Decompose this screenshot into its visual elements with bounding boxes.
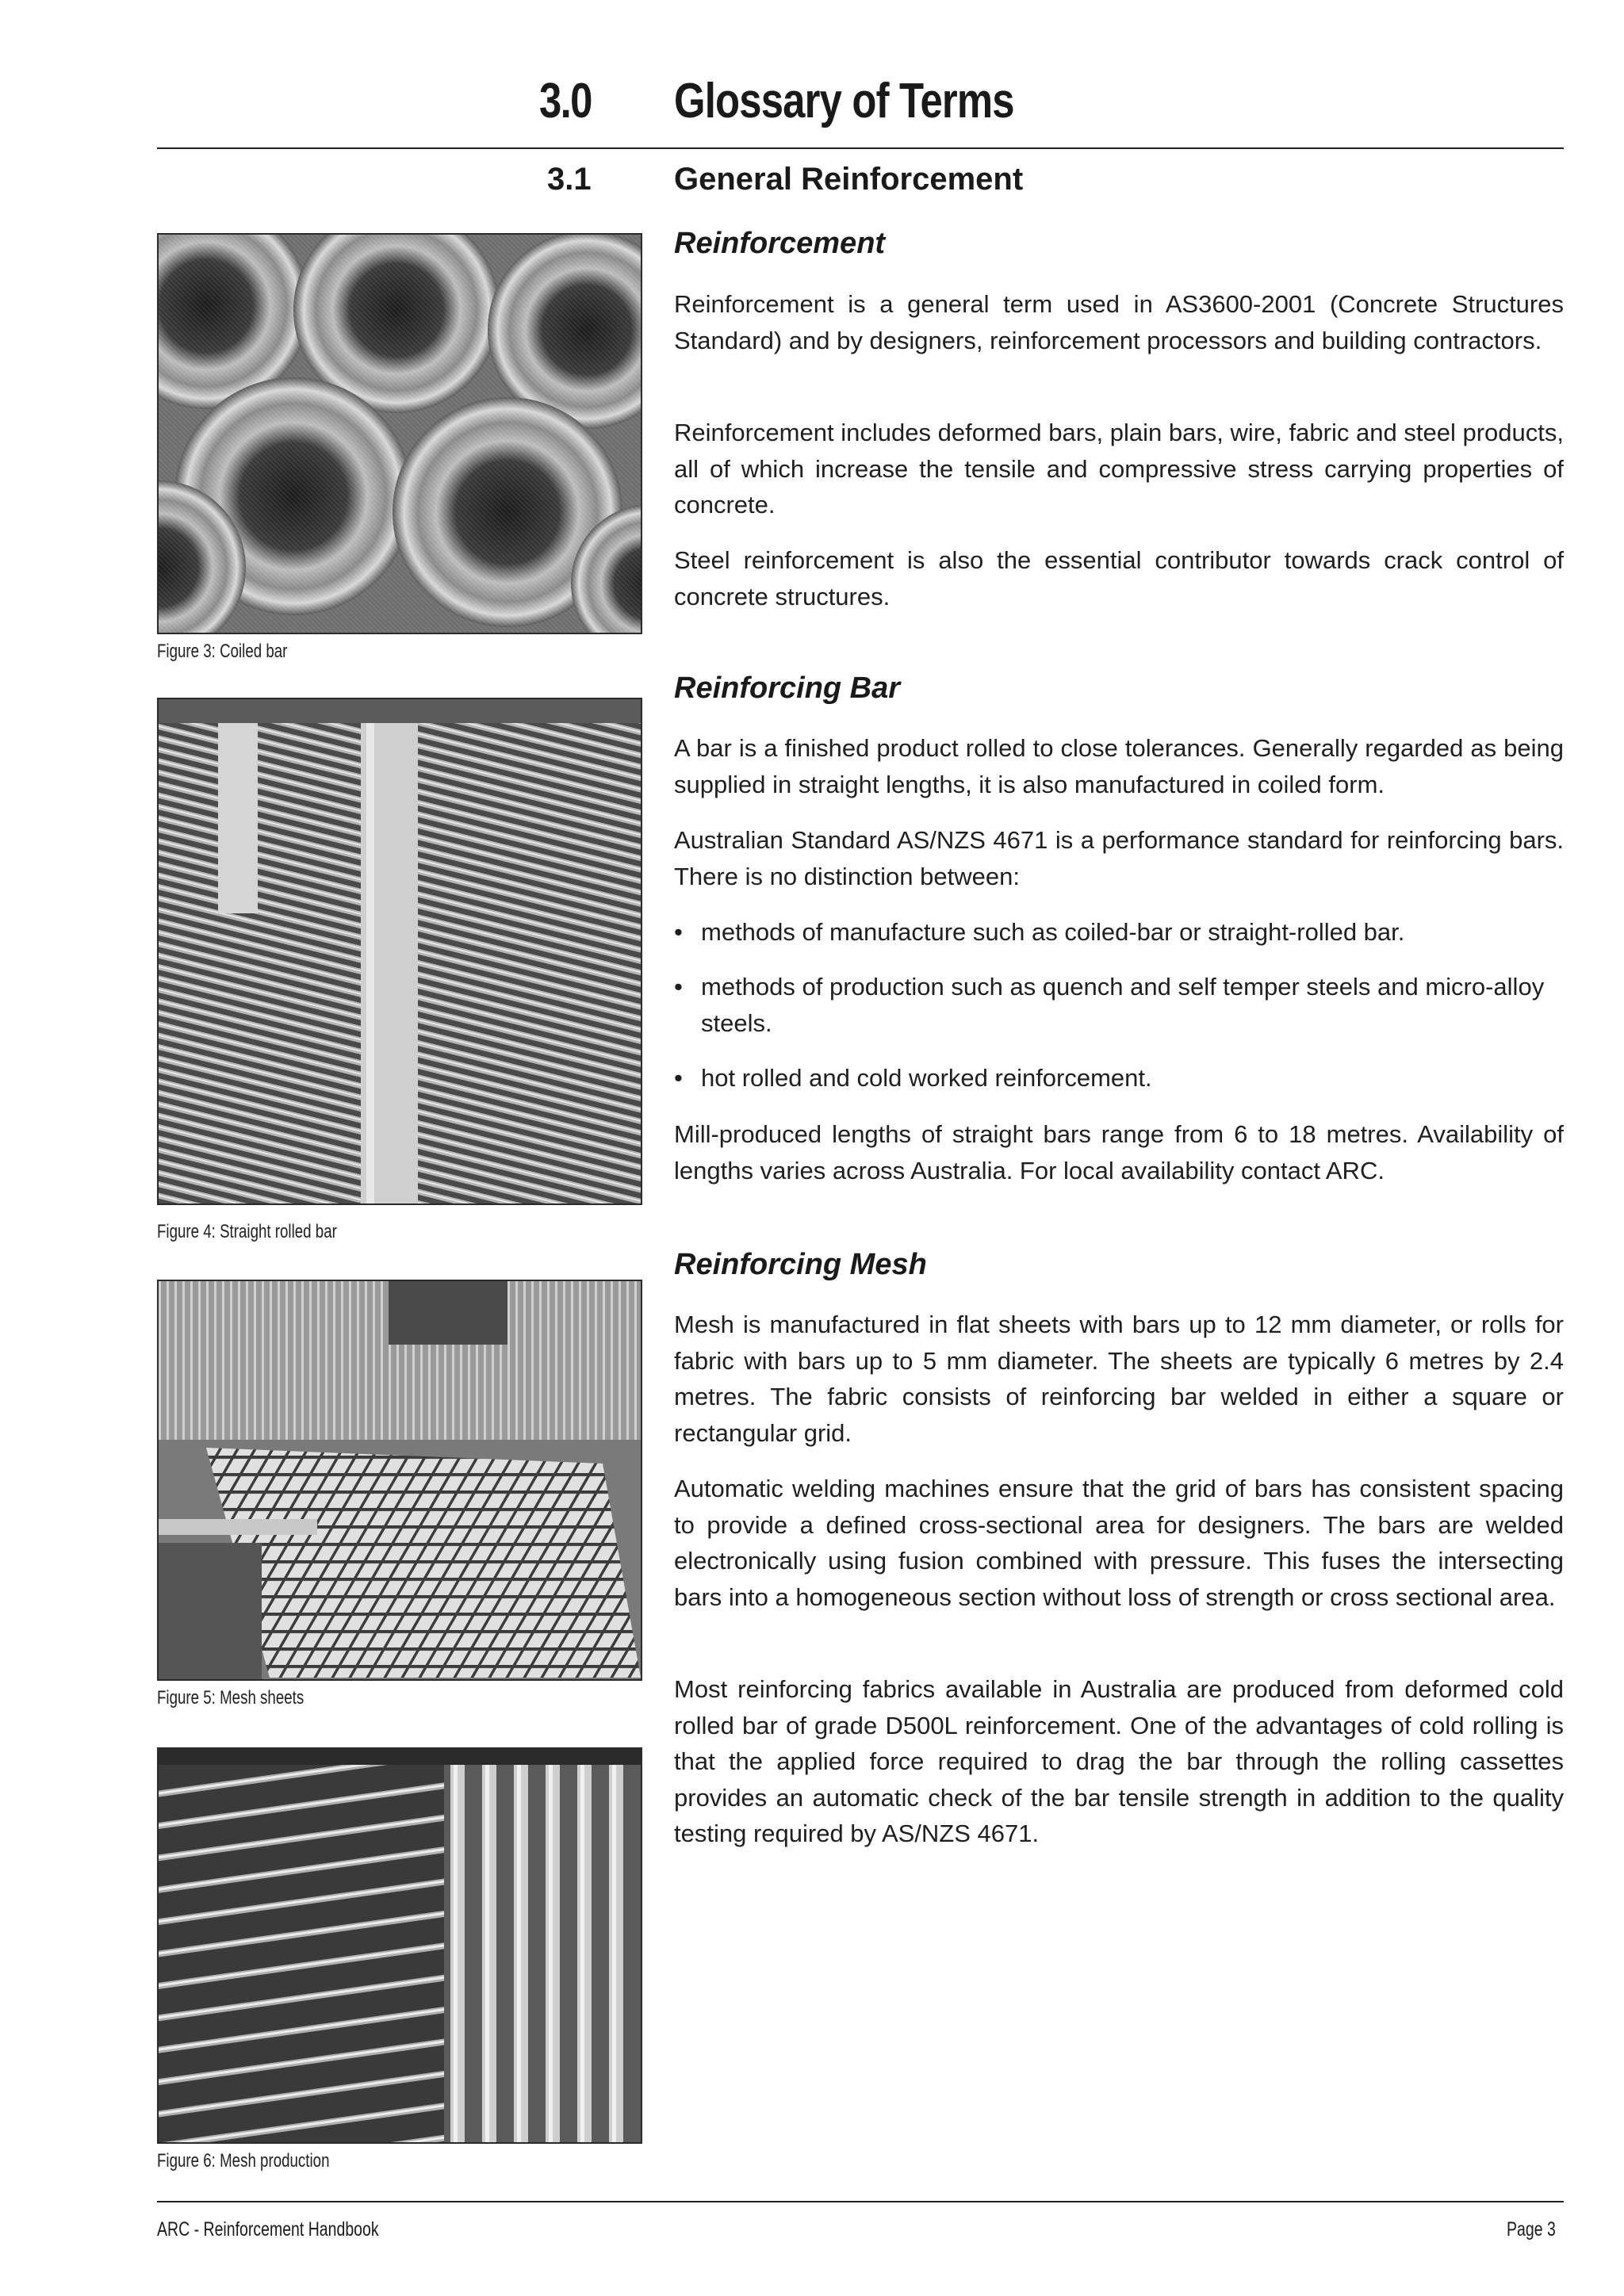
reinforcement-paragraph-3: Steel reinforcement is also the essential contributor towards crack control of concrete structures. xyxy=(674,546,1564,610)
page-number: Page 3 xyxy=(1507,2218,1556,2241)
bullet-icon: • xyxy=(674,973,683,1001)
list-item xyxy=(674,914,1564,951)
figure-mesh-production-image xyxy=(157,1747,642,2144)
subsection-title: General Reinforcement xyxy=(674,162,1024,197)
header-divider xyxy=(157,147,1564,149)
reinforcing-bar-paragraph-1: A bar is a finished product rolled to close tolerances. Generally regarded as being supplied in straight lengths, it is also manufactured in coiled form. xyxy=(674,734,1564,798)
footer-document-title: ARC - Reinforcement Handbook xyxy=(157,2218,379,2241)
subsection-number: 3.1 xyxy=(547,162,592,197)
heading-reinforcing-bar: Reinforcing Bar xyxy=(674,672,901,705)
figure-caption: Figure 5: Mesh sheets xyxy=(157,1687,304,1709)
reinforcement-paragraph-1: Reinforcement is a general term used in AS3600-2001 (Concrete Structures Standard) and by designers, reinforcement processors and building contractors. xyxy=(674,290,1564,354)
list-item-text: methods of manufacture such as coiled-bar or straight-rolled bar. xyxy=(701,918,1405,946)
list-item-text: hot rolled and cold worked reinforcement. xyxy=(701,1064,1152,1092)
bullet-icon: • xyxy=(674,1064,683,1092)
reinforcing-bar-paragraph-3: Mill-produced lengths of straight bars range from 6 to 18 metres. Availability of lengths varies across Australia. For local availability contact ARC. xyxy=(674,1120,1564,1184)
reinforcement-paragraph-2: Reinforcement includes deformed bars, plain bars, wire, fabric and steel products, all of which increase the tensile and compressive stress carrying properties of concrete. xyxy=(674,419,1564,519)
bullet-icon: • xyxy=(674,918,683,946)
reinforcing-mesh-paragraph-3: Most reinforcing fabrics available in Australia are produced from deformed cold rolled bar of grade D500L reinforcement. One of the advantages of cold rolling is that the applied force required to drag the bar through the rolling cassettes provides an automatic check of the bar tensile strength in addition to the quality testing required by AS/NZS 4671. xyxy=(674,1675,1564,1847)
figure-coiled-bar-image xyxy=(157,233,642,634)
figure-mesh-sheets-image xyxy=(157,1280,642,1681)
reinforcing-mesh-paragraph-2: Automatic welding machines ensure that the grid of bars has consistent spacing to provide a defined cross-sectional area for designers. The bars are welded electronically using fusion combined with pressure. This fuses the intersecting bars into a homogeneous section without loss of strength or cross sectional area. xyxy=(674,1475,1564,1611)
page-title: Glossary of Terms xyxy=(674,74,1014,128)
reinforcing-mesh-paragraph-1: Mesh is manufactured in flat sheets with bars up to 12 mm diameter, or rolls for fabric with bars up to 5 mm diameter. The sheets are typically 6 metres by 2.4 metres. The fabric consists of reinforcing bar welded in either a square or rectangular grid. xyxy=(674,1311,1564,1447)
footer-divider xyxy=(157,2201,1564,2202)
figure-caption: Figure 4: Straight rolled bar xyxy=(157,1221,337,1242)
section-number: 3.0 xyxy=(539,74,592,128)
figure-caption: Figure 6: Mesh production xyxy=(157,2150,330,2172)
list-item xyxy=(674,969,1564,1041)
figure-caption: Figure 3: Coiled bar xyxy=(157,641,288,662)
list-item xyxy=(674,1060,1564,1096)
figure-straight-rolled-bar-image xyxy=(157,698,642,1205)
heading-reinforcing-mesh: Reinforcing Mesh xyxy=(674,1248,927,1281)
list-item-text: methods of production such as quench and self temper steels and micro-alloy steels. xyxy=(701,973,1545,1037)
heading-reinforcement: Reinforcement xyxy=(674,227,886,260)
reinforcing-bar-paragraph-2: Australian Standard AS/NZS 4671 is a performance standard for reinforcing bars. There is no distinction between: xyxy=(674,826,1564,890)
